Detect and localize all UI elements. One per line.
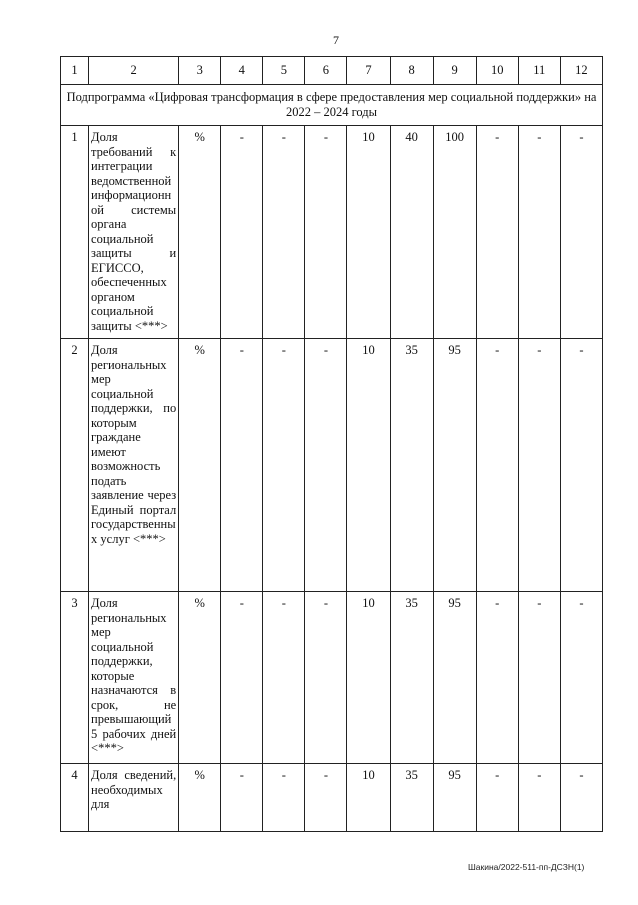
value-cell: -: [476, 126, 518, 339]
value-cell: -: [263, 126, 305, 339]
value-cell: -: [221, 339, 263, 592]
column-header: 1: [61, 57, 89, 85]
unit-cell: %: [179, 126, 221, 339]
column-header: 7: [347, 57, 390, 85]
value-cell: -: [560, 592, 602, 764]
column-header: 11: [518, 57, 560, 85]
value-cell: 10: [347, 126, 390, 339]
value-cell: -: [476, 764, 518, 832]
table-row: [61, 592, 603, 764]
value-cell: 95: [433, 764, 476, 832]
column-header: 10: [476, 57, 518, 85]
table-row: [61, 764, 603, 832]
value-cell: 40: [390, 126, 433, 339]
value-cell: 10: [347, 592, 390, 764]
value-cell: 95: [433, 592, 476, 764]
value-cell: -: [518, 126, 560, 339]
indicator-name: Доля региональных мер социальной поддержки, по которым граждане имеют возможность подать заявление через Единый портал государственных услуг <***>: [89, 339, 179, 592]
value-cell: 95: [433, 339, 476, 592]
indicators-table: [60, 56, 603, 832]
column-header: 4: [221, 57, 263, 85]
value-cell: 10: [347, 764, 390, 832]
subprogram-title: Подпрограмма «Цифровая трансформация в сфере предоставления мер социальной поддержки» на 2022 – 2024 годы: [61, 85, 603, 126]
value-cell: -: [518, 764, 560, 832]
value-cell: -: [560, 339, 602, 592]
value-cell: -: [263, 764, 305, 832]
row-number: 3: [61, 592, 89, 764]
value-cell: -: [518, 592, 560, 764]
value-cell: -: [305, 592, 347, 764]
column-header: 12: [560, 57, 602, 85]
value-cell: -: [560, 126, 602, 339]
value-cell: -: [305, 764, 347, 832]
value-cell: 10: [347, 339, 390, 592]
column-header: 2: [89, 57, 179, 85]
value-cell: 35: [390, 592, 433, 764]
value-cell: 35: [390, 339, 433, 592]
value-cell: -: [476, 339, 518, 592]
column-header: 8: [390, 57, 433, 85]
value-cell: -: [263, 592, 305, 764]
indicator-name: Доля сведений, необходимых для: [89, 764, 179, 832]
document-footer-code: Шакина/2022-511-пп-ДСЗН(1): [468, 862, 585, 872]
unit-cell: %: [179, 592, 221, 764]
table-row: [61, 126, 603, 339]
row-number: 1: [61, 126, 89, 339]
unit-cell: %: [179, 764, 221, 832]
value-cell: -: [221, 764, 263, 832]
page-number: 7: [333, 33, 339, 47]
indicator-name: Доля региональных мер социальной поддержки, которые назначаются в срок, не превышающий 5 рабочих дней <***>: [89, 592, 179, 764]
column-header: 3: [179, 57, 221, 85]
value-cell: -: [221, 126, 263, 339]
table-row: [61, 339, 603, 592]
column-header: 5: [263, 57, 305, 85]
indicator-name: Доля требований к интеграции ведомственной информационной системы органа социальной защиты и ЕГИССО, обеспеченных органом социальной защиты <***>: [89, 126, 179, 339]
column-header: 9: [433, 57, 476, 85]
value-cell: 35: [390, 764, 433, 832]
value-cell: 100: [433, 126, 476, 339]
unit-cell: %: [179, 339, 221, 592]
value-cell: -: [476, 592, 518, 764]
table-header-row: [61, 57, 603, 85]
value-cell: -: [305, 339, 347, 592]
row-number: 2: [61, 339, 89, 592]
row-number: 4: [61, 764, 89, 832]
value-cell: -: [518, 339, 560, 592]
value-cell: -: [263, 339, 305, 592]
subprogram-row: [61, 85, 603, 126]
value-cell: -: [305, 126, 347, 339]
column-header: 6: [305, 57, 347, 85]
value-cell: -: [560, 764, 602, 832]
value-cell: -: [221, 592, 263, 764]
